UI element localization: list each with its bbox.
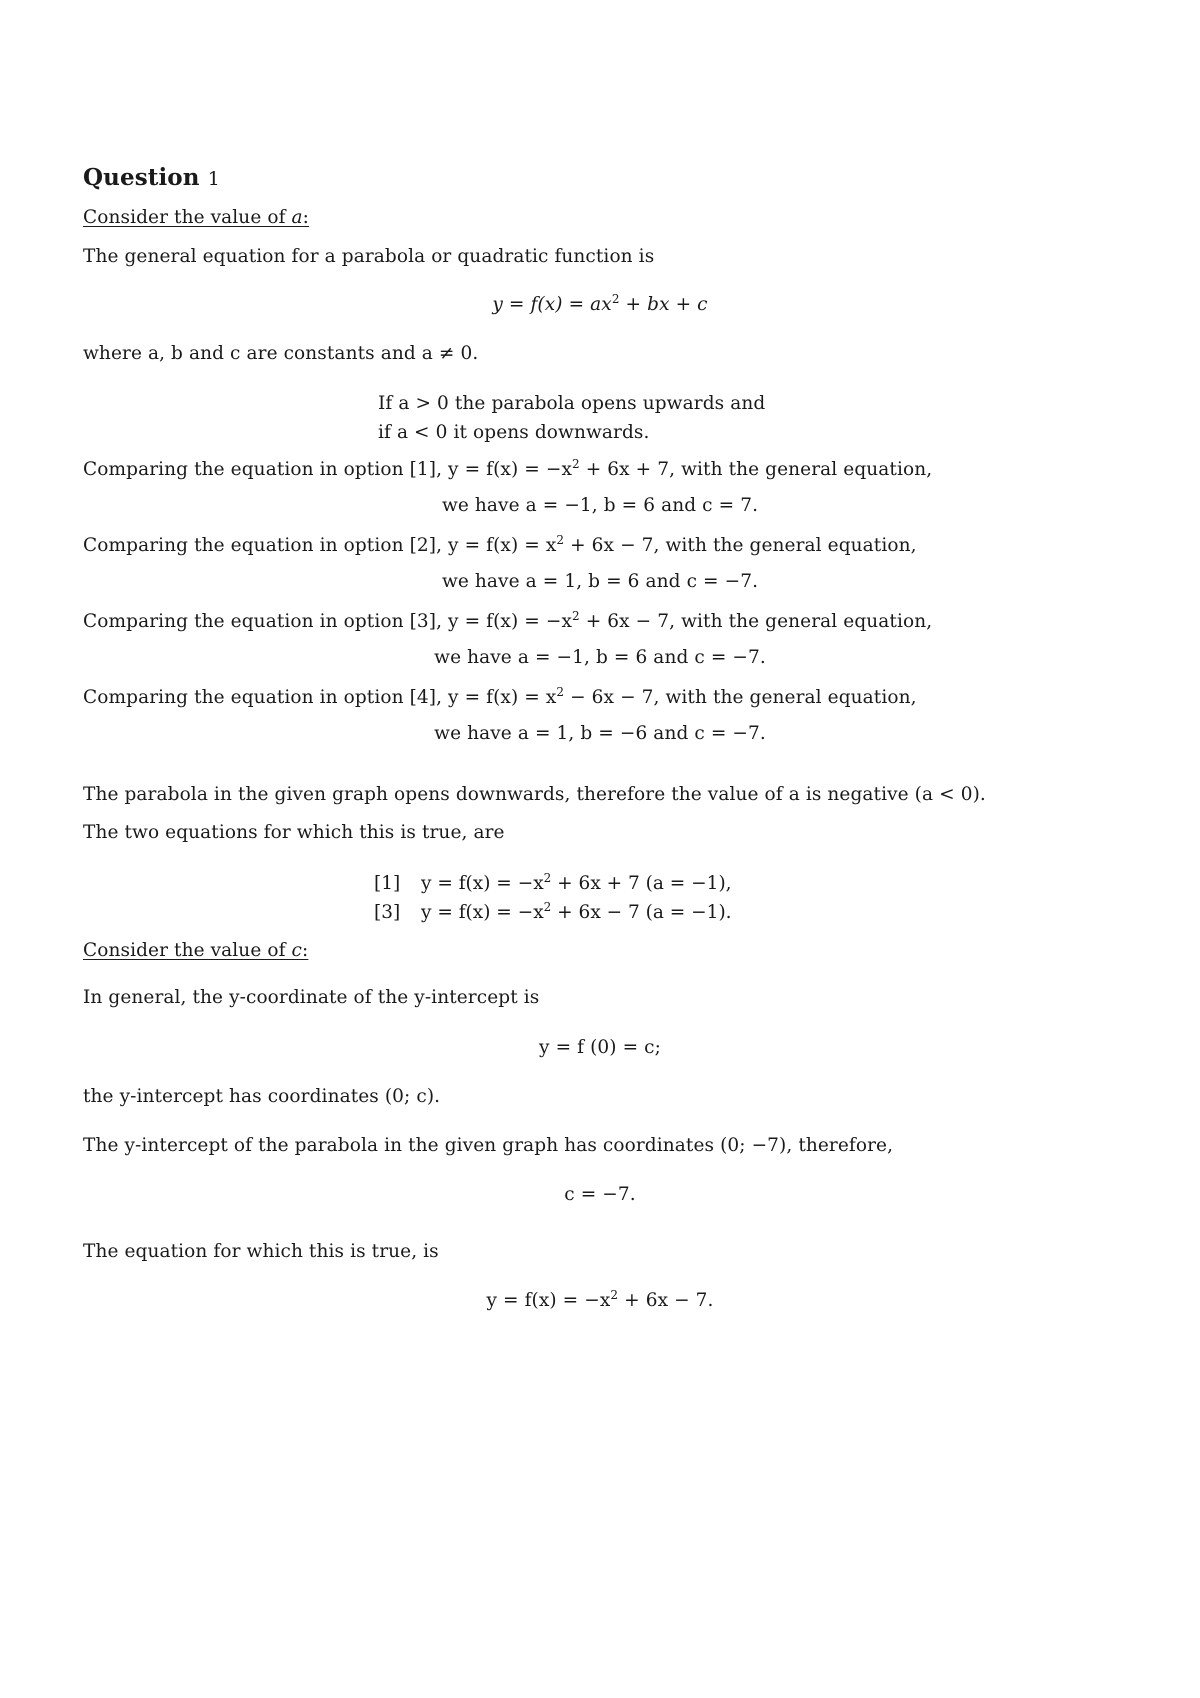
opt4-a: Comparing the equation in option [4], y = f(x) = x	[83, 687, 557, 708]
section-a-suffix: :	[302, 207, 310, 228]
rule-opens-down: if a < 0 it opens downwards.	[378, 422, 650, 443]
list3-sup: 2	[543, 900, 552, 914]
opt3-a: Comparing the equation in option [3], y = f(x) = −x	[83, 611, 572, 632]
general-eq-main: y = f(x) = ax	[492, 294, 612, 315]
list-item-3-equation	[421, 901, 732, 925]
final-eq-sup: 2	[610, 1288, 619, 1302]
general-intro: The general equation for a parabola or quadratic function is	[83, 246, 655, 267]
opt2-a: Comparing the equation in option [2], y = f(x) = x	[83, 535, 557, 556]
question-number: 1	[207, 168, 220, 190]
final-equation	[0, 1289, 1200, 1313]
opt1-b: + 6x + 7, with the general equation,	[579, 459, 933, 480]
opt4-sup: 2	[556, 685, 565, 699]
option-3-compare	[83, 610, 932, 634]
list1-sup: 2	[543, 871, 552, 885]
list1-eq-b: + 6x + 7 (a = −1),	[551, 873, 732, 894]
general-eq-tail: + bx + c	[619, 294, 708, 315]
opt4-b: − 6x − 7, with the general equation,	[564, 687, 917, 708]
final-intro: The equation for which this is true, is	[83, 1241, 439, 1262]
rule-opens-up: If a > 0 the parabola opens upwards and	[378, 393, 766, 414]
section-c-var: c	[291, 940, 302, 961]
option-3-result: we have a = −1, b = 6 and c = −7.	[434, 647, 766, 668]
option-4-compare	[83, 686, 917, 710]
list3-eq-b: + 6x − 7 (a = −1).	[551, 902, 732, 923]
section-c-suffix: :	[302, 940, 309, 961]
section-a-var: a	[291, 207, 303, 228]
list-item-3-label: [3]	[374, 902, 401, 923]
where-constants: where a, b and c are constants and a ≠ 0.	[83, 343, 479, 364]
opt1-sup: 2	[571, 457, 580, 471]
section-a-prefix: Consider the value of	[83, 207, 292, 228]
list-item-1-label: [1]	[374, 873, 401, 894]
option-2-result: we have a = 1, b = 6 and c = −7.	[441, 571, 759, 592]
opt2-sup: 2	[556, 533, 565, 547]
list1-eq-a: y = f(x) = −x	[421, 873, 544, 894]
section-heading-a	[83, 206, 309, 230]
option-1-result: we have a = −1, b = 6 and c = 7.	[441, 495, 759, 516]
section-heading-c	[83, 939, 308, 963]
y-intercept-coordinates: the y-intercept has coordinates (0; c).	[83, 1086, 441, 1107]
general-eq-sup: 2	[611, 292, 620, 306]
final-eq-b: + 6x − 7.	[618, 1290, 714, 1311]
option-1-compare	[83, 458, 932, 482]
opt1-a: Comparing the equation in option [1], y = f(x) = −x	[83, 459, 572, 480]
section-c-prefix: Consider the value of	[83, 940, 292, 961]
two-equations-intro: The two equations for which this is true, are	[83, 822, 505, 843]
y-intercept-intro: In general, the y-coordinate of the y-intercept is	[83, 987, 540, 1008]
parabola-opens-down: The parabola in the given graph opens downwards, therefore the value of a is negative (a < 0).	[83, 784, 986, 805]
list-item-1-equation	[421, 872, 732, 896]
opt3-sup: 2	[571, 609, 580, 623]
question-heading	[83, 166, 220, 191]
question-label: Question	[83, 164, 200, 191]
graph-intercept: The y-intercept of the parabola in the given graph has coordinates (0; −7), therefore,	[83, 1135, 894, 1156]
opt3-b: + 6x − 7, with the general equation,	[579, 611, 933, 632]
option-2-compare	[83, 534, 917, 558]
final-eq-a: y = f(x) = −x	[486, 1290, 611, 1311]
y-intercept-equation: y = f (0) = c;	[539, 1037, 661, 1058]
opt2-b: + 6x − 7, with the general equation,	[564, 535, 917, 556]
general-equation	[0, 293, 1200, 317]
option-4-result: we have a = 1, b = −6 and c = −7.	[434, 723, 766, 744]
c-value: c = −7.	[564, 1184, 636, 1205]
list3-eq-a: y = f(x) = −x	[421, 902, 544, 923]
